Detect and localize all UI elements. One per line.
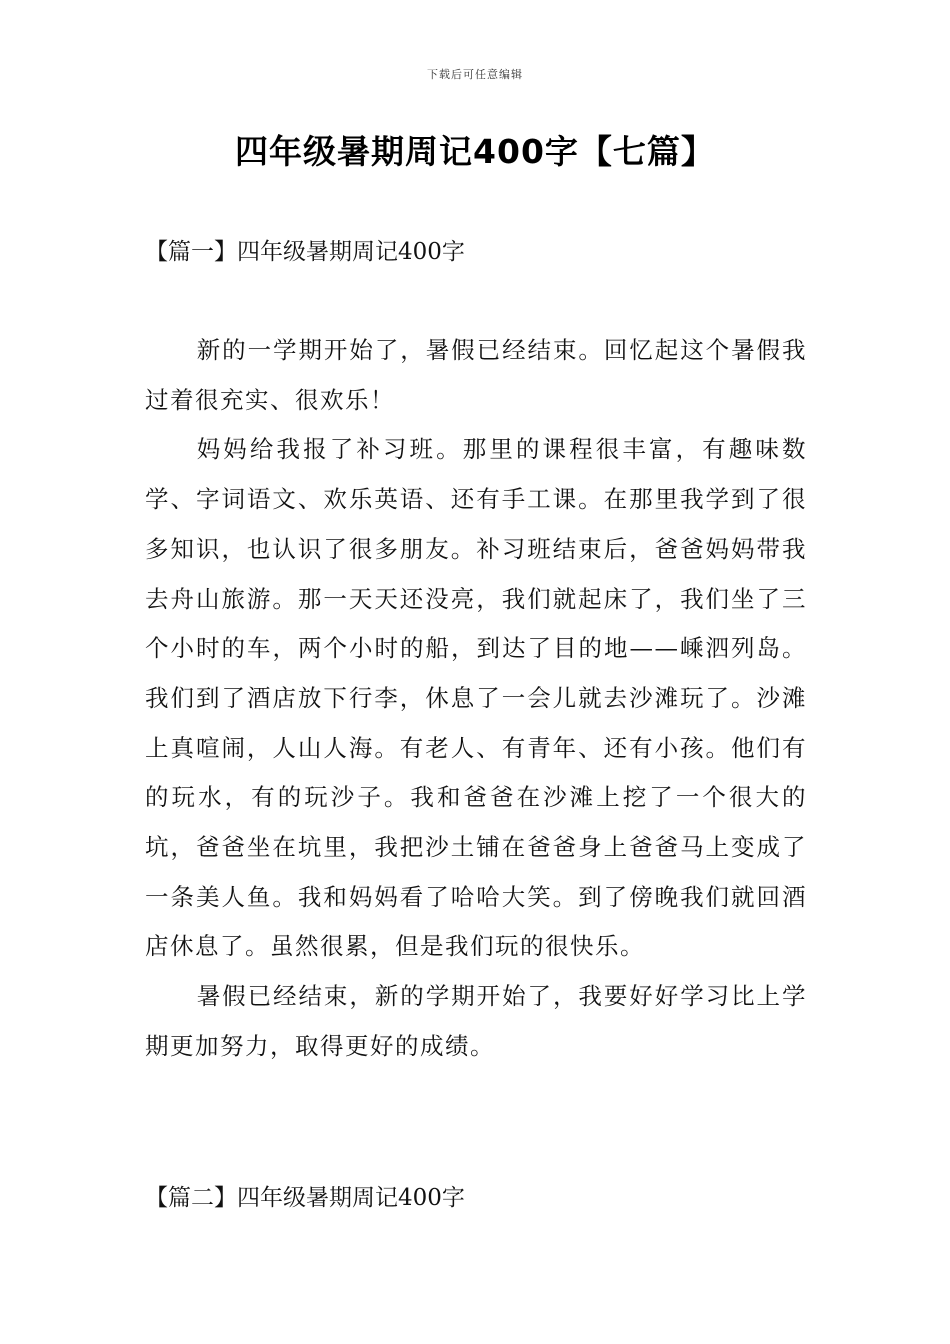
header-note: 下载后可任意编辑 [427, 68, 523, 81]
paragraph-3: 暑假已经结束，新的学期开始了，我要好好学习比上学期更加努力，取得更好的成绩。 [145, 982, 807, 1060]
paragraph-2: 妈妈给我报了补习班。那里的课程很丰富，有趣味数学、字词语文、欢乐英语、还有手工课。在那里我学到了很多知识，也认识了很多朋友。补习班结束后，爸爸妈妈带我去舟山旅游。那一天天还没亮，我们就起床了，我们坐了三个小时的车，两个小时的船，到达了目的地——嵊泗列岛。我们到了酒店放下行李，休息了一会儿就去沙滩玩了。沙滩上真喧闹，人山人海。有老人、有青年、还有小孩。他们有的玩水，有的玩沙子。我和爸爸在沙滩上挖了一个很大的坑，爸爸坐在坑里，我把沙土铺在爸爸身上爸爸马上变成了一条美人鱼。我和妈妈看了哈哈大笑。到了傍晚我们就回酒店休息了。虽然很累，但是我们玩的很快乐。 [145, 435, 807, 961]
section-heading-2: 【篇二】四年级暑期周记400字 [145, 1185, 465, 1211]
section-1-body [145, 326, 807, 1072]
section-heading-1: 【篇一】四年级暑期周记400字 [145, 239, 465, 265]
document-title: 四年级暑期周记400字【七篇】 [235, 132, 715, 171]
paragraph-1: 新的一学期开始了，暑假已经结束。回忆起这个暑假我过着很充实、很欢乐！ [145, 336, 807, 414]
